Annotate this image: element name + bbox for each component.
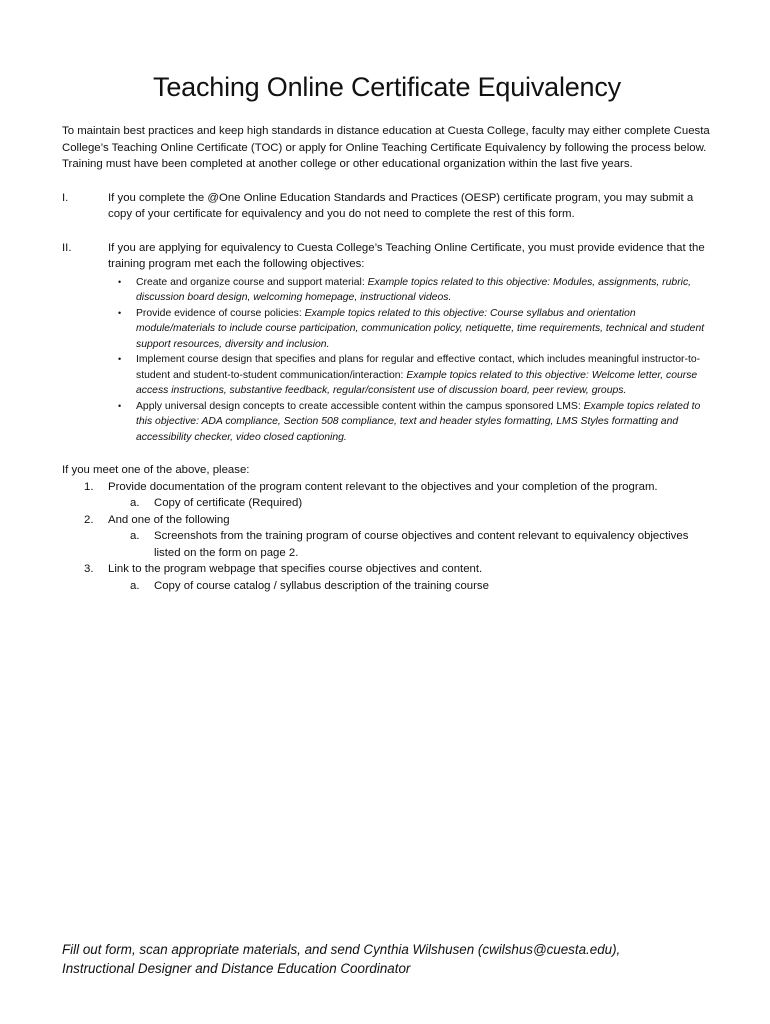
substep-text: Copy of certificate (Required)	[154, 497, 303, 509]
objective-item	[118, 306, 712, 353]
substep-item	[62, 528, 712, 561]
substep-text: Screenshots from the training program of course objectives and content relevant to equivalency objectives listed on the form on page 2.	[154, 530, 689, 559]
section-text: If you are applying for equivalency to Cuesta College’s Teaching Online Certificate, you must provide evidence that the training program met each the following objectives:	[108, 241, 705, 270]
section-one	[62, 190, 712, 223]
objective-example: Example topics related to this objective: ADA compliance, Section 508 compliance, text and header styles formatting, LMS Styles formatting and accessibility checker, video closed captioning.	[136, 400, 701, 443]
step-item	[62, 561, 712, 578]
step-number: 2.	[84, 513, 94, 526]
section-number: II.	[62, 241, 72, 254]
step-text: And one of the following	[108, 513, 230, 526]
substep-item	[62, 578, 712, 595]
roman-list	[62, 190, 712, 446]
bullet-glyph: •	[118, 400, 122, 411]
objective-text: Provide evidence of course policies:	[136, 307, 305, 319]
section-text: If you complete the @One Online Education Standards and Practices (OESP) certificate program, you may submit a copy of your certificate for equivalency and you do not need to complete the rest of this form.	[108, 191, 694, 220]
substep-text: Copy of course catalog / syllabus description of the training course	[154, 579, 489, 592]
objective-item	[118, 275, 712, 306]
steps-intro: If you meet one of the above, please:	[62, 464, 250, 476]
bullet-glyph: •	[118, 354, 122, 364]
step-text: Link to the program webpage that specifies course objectives and content.	[108, 563, 483, 575]
objective-example: Example topics related to this objective: Course syllabus and orientation module/materials to include course participation, communication policy, netiquette, time requirements, technical and student support resources, diversity and inclusion.	[136, 307, 705, 350]
objective-example: Example topics related to this objective: Welcome letter, course access instructions, substantive feedback, regular/consistent use of discussion board, peer review, groups.	[136, 369, 698, 396]
bullet-glyph: •	[118, 276, 122, 287]
footer-line: Instructional Designer and Distance Education Coordinator	[62, 961, 411, 976]
bullet-glyph: •	[118, 307, 122, 318]
step-item	[62, 512, 712, 529]
page-title: Teaching Online Certificate Equivalency	[153, 72, 621, 102]
step-item	[62, 479, 712, 496]
substep-item	[62, 495, 712, 512]
objective-example: Example topics related to this objective: Modules, assignments, rubric, discussion board design, welcoming homepage, instructional videos.	[136, 276, 692, 303]
substep-letter: a.	[130, 579, 140, 592]
objective-text: Implement course design that specifies and plans for regular and effective contact, which includes meaningful instructor-to-student and student-to-student communication/interaction:	[136, 354, 701, 381]
substep-letter: a.	[130, 530, 140, 542]
objectives-list	[108, 275, 712, 446]
objective-item	[118, 352, 712, 399]
objective-text: Create and organize course and support material:	[136, 276, 368, 288]
substep-letter: a.	[130, 497, 140, 509]
objective-text: Apply universal design concepts to create accessible content within the campus sponsored LMS:	[136, 400, 584, 412]
intro-paragraph: To maintain best practices and keep high standards in distance education at Cuesta College, faculty may either complete Cuesta College’s Teaching Online Certificate (TOC) or apply for Online Teaching Certificate Equivalency by following the process below. Training must have been completed at another college or other educational organization within the last five years.	[62, 125, 710, 170]
step-number: 3.	[84, 563, 94, 575]
document-page	[62, 0, 712, 594]
footer-line: Fill out form, scan appropriate materials, and send Cynthia Wilshusen (cwilshus@cuesta.edu),	[62, 942, 621, 957]
footer-instructions	[62, 940, 722, 978]
objective-item	[118, 399, 712, 446]
step-number: 1.	[84, 480, 94, 493]
section-number: I.	[62, 191, 69, 204]
steps-section	[62, 462, 712, 594]
section-two	[62, 240, 712, 446]
step-text: Provide documentation of the program content relevant to the objectives and your completion of the program.	[108, 480, 658, 493]
